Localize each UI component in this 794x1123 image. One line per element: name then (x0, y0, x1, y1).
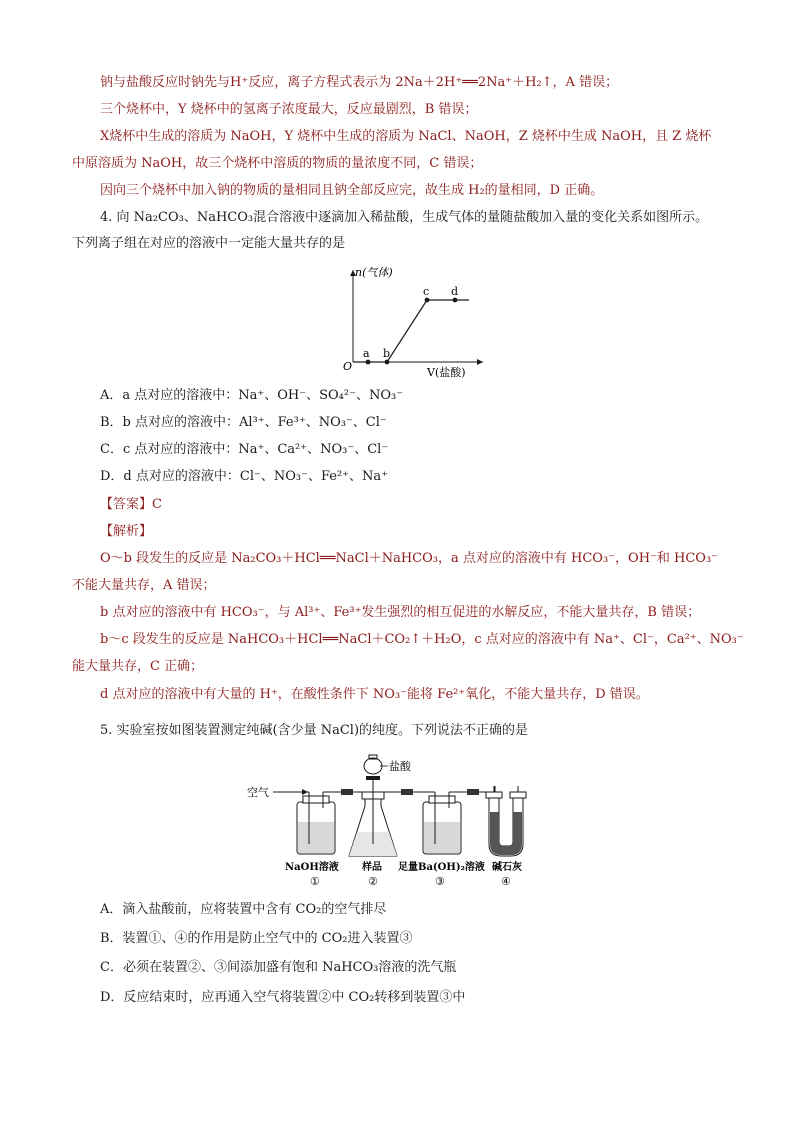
point-a (366, 360, 371, 365)
label-soda-lime: 碱石灰 (492, 862, 522, 873)
analysis-line: b 点对应的溶液中有 HCO₃⁻，与 Al³⁺、Fe³⁺发生强烈的相互促进的水解反应，不能大量共存，B 错误； (100, 605, 701, 620)
origin-label: O (343, 360, 353, 373)
analysis-label: 【解析】 (100, 524, 153, 539)
acid-label: 盐酸 (389, 760, 411, 773)
num-1: ① (310, 875, 320, 888)
point-c (425, 298, 430, 303)
x-axis-label: V(盐酸) (427, 366, 466, 379)
point-d (453, 298, 458, 303)
option-c: C．c 点对应的溶液中：Na⁺、Ca²⁺、NO₃⁻、Cl⁻ (100, 442, 389, 457)
q5-option-a: A．滴入盐酸前，应将装置中含有 CO₂的空气排尽 (100, 902, 387, 917)
bottle-1 (297, 792, 335, 854)
point-b (385, 360, 390, 365)
q5-option-b: B．装置①、④的作用是防止空气中的 CO₂进入装置③ (100, 931, 413, 946)
analysis-line: 能大量共存，C 正确； (72, 659, 204, 674)
analysis-line: 不能大量共存，A 错误； (72, 578, 216, 593)
air-label: 空气 (247, 786, 269, 799)
curve (353, 300, 469, 362)
analysis-line: d 点对应的溶液中有大量的 H⁺，在酸性条件下 NO₃⁻能将 Fe²⁺氧化，不能大量共存，D 错误。 (100, 687, 649, 702)
label-sample: 样品 (362, 862, 382, 873)
u-tube-4 (486, 786, 526, 856)
explanation-line: 因向三个烧杯中加入钠的物质的量相同且钠全部反应完，故生成 H₂的量相同，D 正确。 (100, 183, 604, 198)
explanation-line: 中原溶质为 NaOH，故三个烧杯中溶质的物质的量浓度不同，C 错误； (72, 156, 483, 171)
option-d: D．d 点对应的溶液中：Cl⁻、NO₃⁻、Fe²⁺、Na⁺ (100, 469, 389, 484)
option-a: A．a 点对应的溶液中：Na⁺、OH⁻、SO₄²⁻、NO₃⁻ (100, 388, 404, 403)
explanation-line: X烧杯中生成的溶质为 NaOH，Y 烧杯中生成的溶质为 NaCl、NaOH，Z 烧杯中生成 NaOH，且 Z 烧杯 (100, 129, 712, 144)
y-axis-label: n(气体) (355, 266, 393, 279)
q5-option-c: C．必须在装置②、③间添加盛有饱和 NaHCO₃溶液的洗气瓶 (100, 960, 457, 975)
q5-option-d: D．反应结束时，应再通入空气将装置②中 CO₂转移到装置③中 (100, 990, 466, 1005)
question-4-stem: 4. 向 Na₂CO₃、NaHCO₃混合溶液中逐滴加入稀盐酸，生成气体的量随盐酸加入量的变化关系如图所示。 (100, 210, 709, 225)
question-4-stem-cont: 下列离子组在对应的溶液中一定能大量共存的是 (72, 236, 346, 251)
explanation-line: 钠与盐酸反应时钠先与H⁺反应，离子方程式表示为 2Na＋2H⁺══2Na⁺＋H₂↑，A 错误； (100, 75, 619, 90)
analysis-line: O～b 段发生的反应是 Na₂CO₃＋HCl══NaCl＋NaHCO₃，a 点对应的溶液中有 HCO₃⁻，OH⁻和 HCO₃⁻ (100, 551, 719, 566)
option-b: B．b 点对应的溶液中：Al³⁺、Fe³⁺、NO₃⁻、Cl⁻ (100, 415, 387, 430)
point-a-label: a (363, 347, 370, 360)
point-c-label: c (423, 285, 430, 298)
gas-volume-graph (335, 258, 495, 380)
point-d-label: d (451, 285, 459, 298)
num-3: ③ (435, 875, 445, 888)
num-2: ② (368, 875, 378, 888)
analysis-line: b～c 段发生的反应是 NaHCO₃＋HCl══NaCl＋CO₂↑＋H₂O，c 点对应的溶液中有 Na⁺、Cl⁻，Ca²⁺、NO₃⁻ (100, 632, 744, 647)
label-baoh2: 足量Ba(OH)₂溶液 (398, 862, 485, 873)
explanation-line: 三个烧杯中，Y 烧杯中的氢离子浓度最大，反应最剧烈，B 错误； (100, 102, 478, 117)
apparatus-diagram (245, 752, 545, 888)
question-5-stem: 5. 实验室按如图装置测定纯碱(含少量 NaCl)的纯度。下列说法不正确的是 (100, 723, 529, 738)
flask-2 (349, 755, 412, 856)
answer-label: 【答案】C (100, 497, 162, 512)
bottle-3 (423, 792, 461, 854)
num-4: ④ (501, 875, 511, 888)
label-naoh: NaOH溶液 (285, 862, 339, 873)
point-b-label: b (383, 347, 391, 360)
